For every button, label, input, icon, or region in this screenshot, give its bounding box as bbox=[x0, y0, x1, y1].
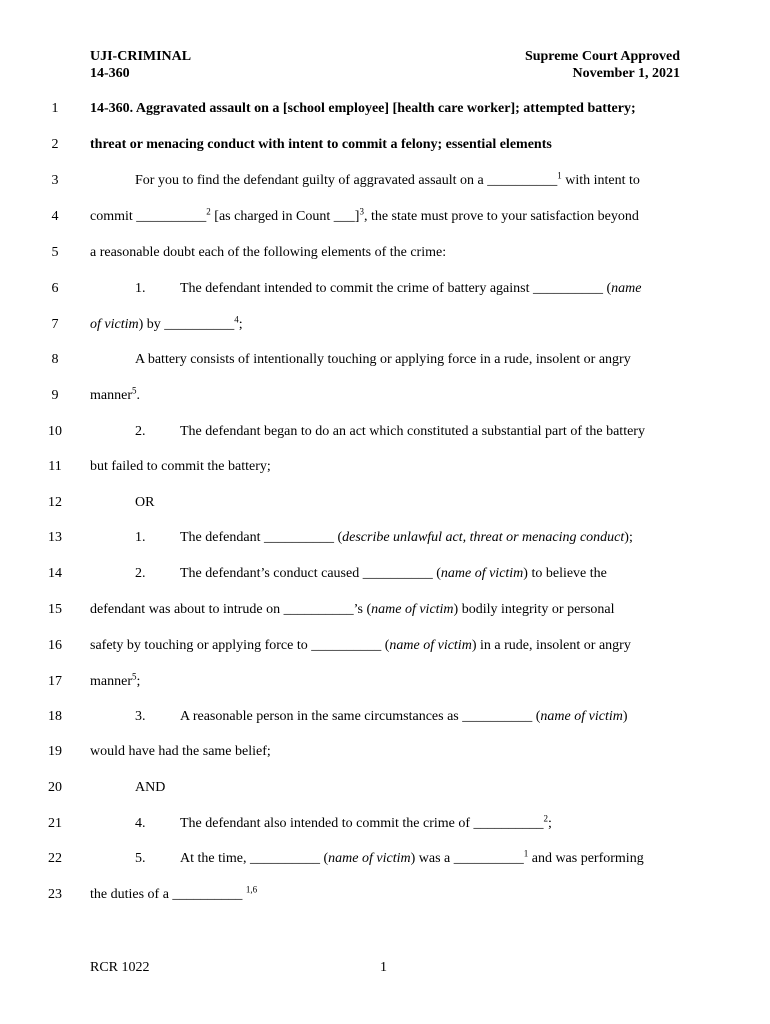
line-text: For you to find the defendant guilty of aggravated assault on a __________$^1$ with intent to bbox=[135, 170, 640, 188]
line-20 bbox=[0, 776, 770, 800]
line-number: 21 bbox=[48, 816, 62, 831]
line-text: defendant was about to intrude on __________’s (name of victim) bodily integrity or personal bbox=[90, 602, 615, 617]
line-9 bbox=[0, 384, 770, 408]
line-text: A battery consists of intentionally touching or applying force in a rude, insolent or angry bbox=[135, 352, 631, 367]
line-text: a reasonable doubt each of the following elements of the crime: bbox=[90, 245, 447, 260]
line-text: but failed to commit the battery; bbox=[90, 459, 271, 474]
line-number: 16 bbox=[48, 638, 62, 653]
line-14 bbox=[0, 562, 770, 586]
line-1 bbox=[0, 97, 770, 121]
line-text: 1. The defendant __________ (describe unlawful act, threat or menacing conduct); bbox=[135, 530, 633, 545]
line-6 bbox=[0, 277, 770, 301]
line-number: 11 bbox=[48, 459, 62, 474]
header-date: November 1, 2021 bbox=[572, 66, 680, 81]
header-right bbox=[525, 48, 680, 82]
line-2 bbox=[0, 133, 770, 157]
line-8 bbox=[0, 348, 770, 372]
line-text: would have had the same belief; bbox=[90, 744, 271, 759]
line-text: manner$^5$; bbox=[90, 671, 141, 689]
line-number: 12 bbox=[48, 495, 62, 510]
line-16 bbox=[0, 634, 770, 658]
line-5 bbox=[0, 241, 770, 265]
line-text: OR bbox=[135, 495, 155, 510]
header-approval: Supreme Court Approved bbox=[524, 49, 680, 64]
instruction-title: 14-360. Aggravated assault on a [school employee] [health care worker]; attempted battery; bbox=[90, 101, 636, 116]
line-15 bbox=[0, 598, 770, 622]
line-text: 5. At the time, __________ (name of victim) was a __________$^1$ and was performing bbox=[135, 848, 644, 866]
line-number: 1 bbox=[51, 101, 59, 116]
line-21 bbox=[0, 812, 770, 836]
line-text: AND bbox=[135, 780, 166, 795]
line-text: 2. The defendant began to do an act which constituted a substantial part of the battery bbox=[135, 424, 645, 439]
line-11 bbox=[0, 455, 770, 479]
header-instruction-number: 14-360 bbox=[90, 66, 130, 81]
line-number: 2 bbox=[51, 137, 59, 152]
line-text: 4. The defendant also intended to commit the crime of __________$^2$; bbox=[135, 813, 552, 831]
line-number: 14 bbox=[48, 566, 62, 581]
footer-rule-number: RCR 1022 bbox=[90, 960, 150, 975]
line-22 bbox=[0, 847, 770, 871]
line-number: 23 bbox=[48, 887, 62, 902]
page-number: 1 bbox=[380, 960, 387, 975]
line-number: 13 bbox=[48, 530, 62, 545]
line-text: 1. The defendant intended to commit the crime of battery against __________ (name bbox=[135, 281, 642, 296]
line-number: 6 bbox=[51, 281, 59, 296]
instruction-title-cont: threat or menacing conduct with intent to commit a felony; essential elements bbox=[90, 137, 552, 152]
line-12 bbox=[0, 491, 770, 515]
line-number: 5 bbox=[51, 245, 59, 260]
line-text: the duties of a __________ $^{1,6}$ bbox=[90, 884, 258, 902]
header-uji-criminal: UJI-CRIMINAL bbox=[90, 49, 192, 64]
line-7 bbox=[0, 313, 770, 337]
line-text: 3. A reasonable person in the same circumstances as __________ (name of victim) bbox=[135, 709, 628, 724]
line-text: manner$^5$. bbox=[90, 385, 140, 403]
line-19 bbox=[0, 740, 770, 764]
line-number: 20 bbox=[48, 780, 62, 795]
line-number: 4 bbox=[51, 209, 59, 224]
line-text: safety by touching or applying force to __________ (name of victim) in a rude, insolent or angry bbox=[90, 638, 631, 653]
line-number: 22 bbox=[48, 851, 62, 866]
line-3 bbox=[0, 169, 770, 193]
line-17 bbox=[0, 670, 770, 694]
line-number: 19 bbox=[48, 744, 62, 759]
line-number: 3 bbox=[51, 173, 59, 188]
line-number: 18 bbox=[48, 709, 62, 724]
line-13 bbox=[0, 526, 770, 550]
line-text: of victim) by __________$^4$; bbox=[90, 314, 243, 332]
line-number: 9 bbox=[51, 388, 59, 403]
header-left bbox=[90, 48, 191, 82]
line-number: 15 bbox=[48, 602, 62, 617]
line-number: 10 bbox=[48, 424, 62, 439]
line-23 bbox=[0, 883, 770, 907]
line-number: 17 bbox=[48, 674, 62, 689]
line-10 bbox=[0, 420, 770, 444]
line-4 bbox=[0, 205, 770, 229]
line-number: 7 bbox=[51, 317, 59, 332]
line-number: 8 bbox=[51, 352, 59, 367]
line-18 bbox=[0, 705, 770, 729]
line-text: commit __________$^2$ [as charged in Count ___]$^3$, the state must prove to your satisfaction beyond bbox=[90, 206, 639, 224]
line-text: 2. The defendant’s conduct caused __________ (name of victim) to believe the bbox=[135, 566, 607, 581]
